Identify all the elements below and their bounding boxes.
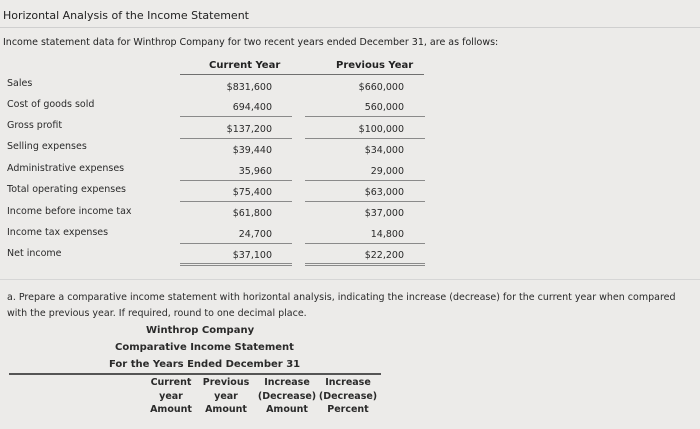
cell-income-tax-previous: 14,800 [370, 229, 404, 240]
subtotal-rule [180, 243, 292, 244]
row-label-income-tax: Income tax expenses [7, 227, 109, 238]
column-header-current: Current Year [209, 60, 281, 71]
col-header-line: year [214, 390, 238, 402]
cell-net-income-current: $37,100 [232, 250, 272, 261]
subtotal-rule [305, 138, 425, 139]
cell-total-operating-expenses-current: $75,400 [232, 187, 272, 198]
row-label-cogs: Cost of goods sold [7, 99, 95, 110]
cell-selling-expenses-current: $39,440 [232, 145, 272, 156]
subtotal-rule [305, 243, 425, 244]
header-underline [180, 74, 424, 75]
total-double-rule [305, 263, 425, 266]
col-header-line: Amount [205, 404, 247, 415]
cell-sales-current: $831,600 [226, 82, 272, 93]
col-header-increase-amount [254, 376, 320, 417]
column-header-previous: Previous Year [336, 60, 414, 71]
cell-total-operating-expenses-previous: $63,000 [364, 187, 404, 198]
col-header-line: Amount [266, 404, 308, 415]
col-header-line: Increase [264, 377, 310, 388]
subtotal-rule [180, 138, 292, 139]
col-header-line: Current [150, 377, 192, 388]
subtotal-rule [305, 116, 425, 117]
cell-income-tax-current: 24,700 [238, 229, 272, 240]
title-divider [0, 27, 700, 28]
cell-cogs-current: 694,400 [232, 102, 272, 113]
col-header-line: (Decrease) [318, 390, 378, 402]
subtotal-rule [180, 116, 292, 117]
statement-company: Winthrop Company [146, 325, 255, 336]
col-header-previous-year [200, 376, 252, 417]
cell-selling-expenses-previous: $34,000 [364, 145, 404, 156]
cell-administrative-expenses-previous: 29,000 [370, 166, 404, 177]
total-double-rule [180, 263, 292, 266]
cell-income-before-tax-previous: $37,000 [364, 208, 404, 219]
row-label-selling-expenses: Selling expenses [7, 141, 87, 152]
subtotal-rule [180, 180, 292, 181]
cell-income-before-tax-current: $61,800 [232, 208, 272, 219]
row-label-income-before-tax: Income before income tax [7, 206, 132, 217]
col-header-line: year [159, 390, 183, 402]
row-label-total-operating-expenses: Total operating expenses [7, 184, 126, 195]
cell-net-income-previous: $22,200 [364, 250, 404, 261]
col-header-line: (Decrease) [257, 390, 317, 402]
cell-gross-profit-current: $137,200 [226, 124, 272, 135]
question-text: a. Prepare a comparative income statement with horizontal analysis, indicating the increase (decrease) for the current year when compared with the previous year. If required, round to one decimal place. [7, 292, 676, 319]
cell-sales-previous: $660,000 [358, 82, 404, 93]
col-header-line: Previous [202, 377, 250, 388]
subtotal-rule [305, 201, 425, 202]
cell-administrative-expenses-current: 35,960 [238, 166, 272, 177]
cell-gross-profit-previous: $100,000 [358, 124, 404, 135]
col-header-line: Amount [150, 404, 192, 415]
row-label-administrative-expenses: Administrative expenses [7, 163, 125, 174]
row-label-gross-profit: Gross profit [7, 120, 63, 131]
row-label-sales: Sales [7, 78, 33, 89]
col-header-current-year [144, 376, 198, 417]
row-label-net-income: Net income [7, 248, 62, 259]
page-title: Horizontal Analysis of the Income Statement [3, 9, 249, 22]
section-divider [0, 279, 700, 280]
cell-cogs-previous: 560,000 [364, 102, 404, 113]
subtotal-rule [180, 201, 292, 202]
col-header-increase-percent [317, 376, 379, 417]
statement-underline [9, 373, 381, 375]
col-header-line: Increase [325, 377, 371, 388]
statement-period: For the Years Ended December 31 [109, 359, 301, 370]
subtotal-rule [305, 180, 425, 181]
col-header-line: Percent [327, 404, 369, 415]
statement-name: Comparative Income Statement [115, 342, 294, 353]
intro-text: Income statement data for Winthrop Company for two recent years ended December 31, are as follows: [3, 37, 499, 48]
